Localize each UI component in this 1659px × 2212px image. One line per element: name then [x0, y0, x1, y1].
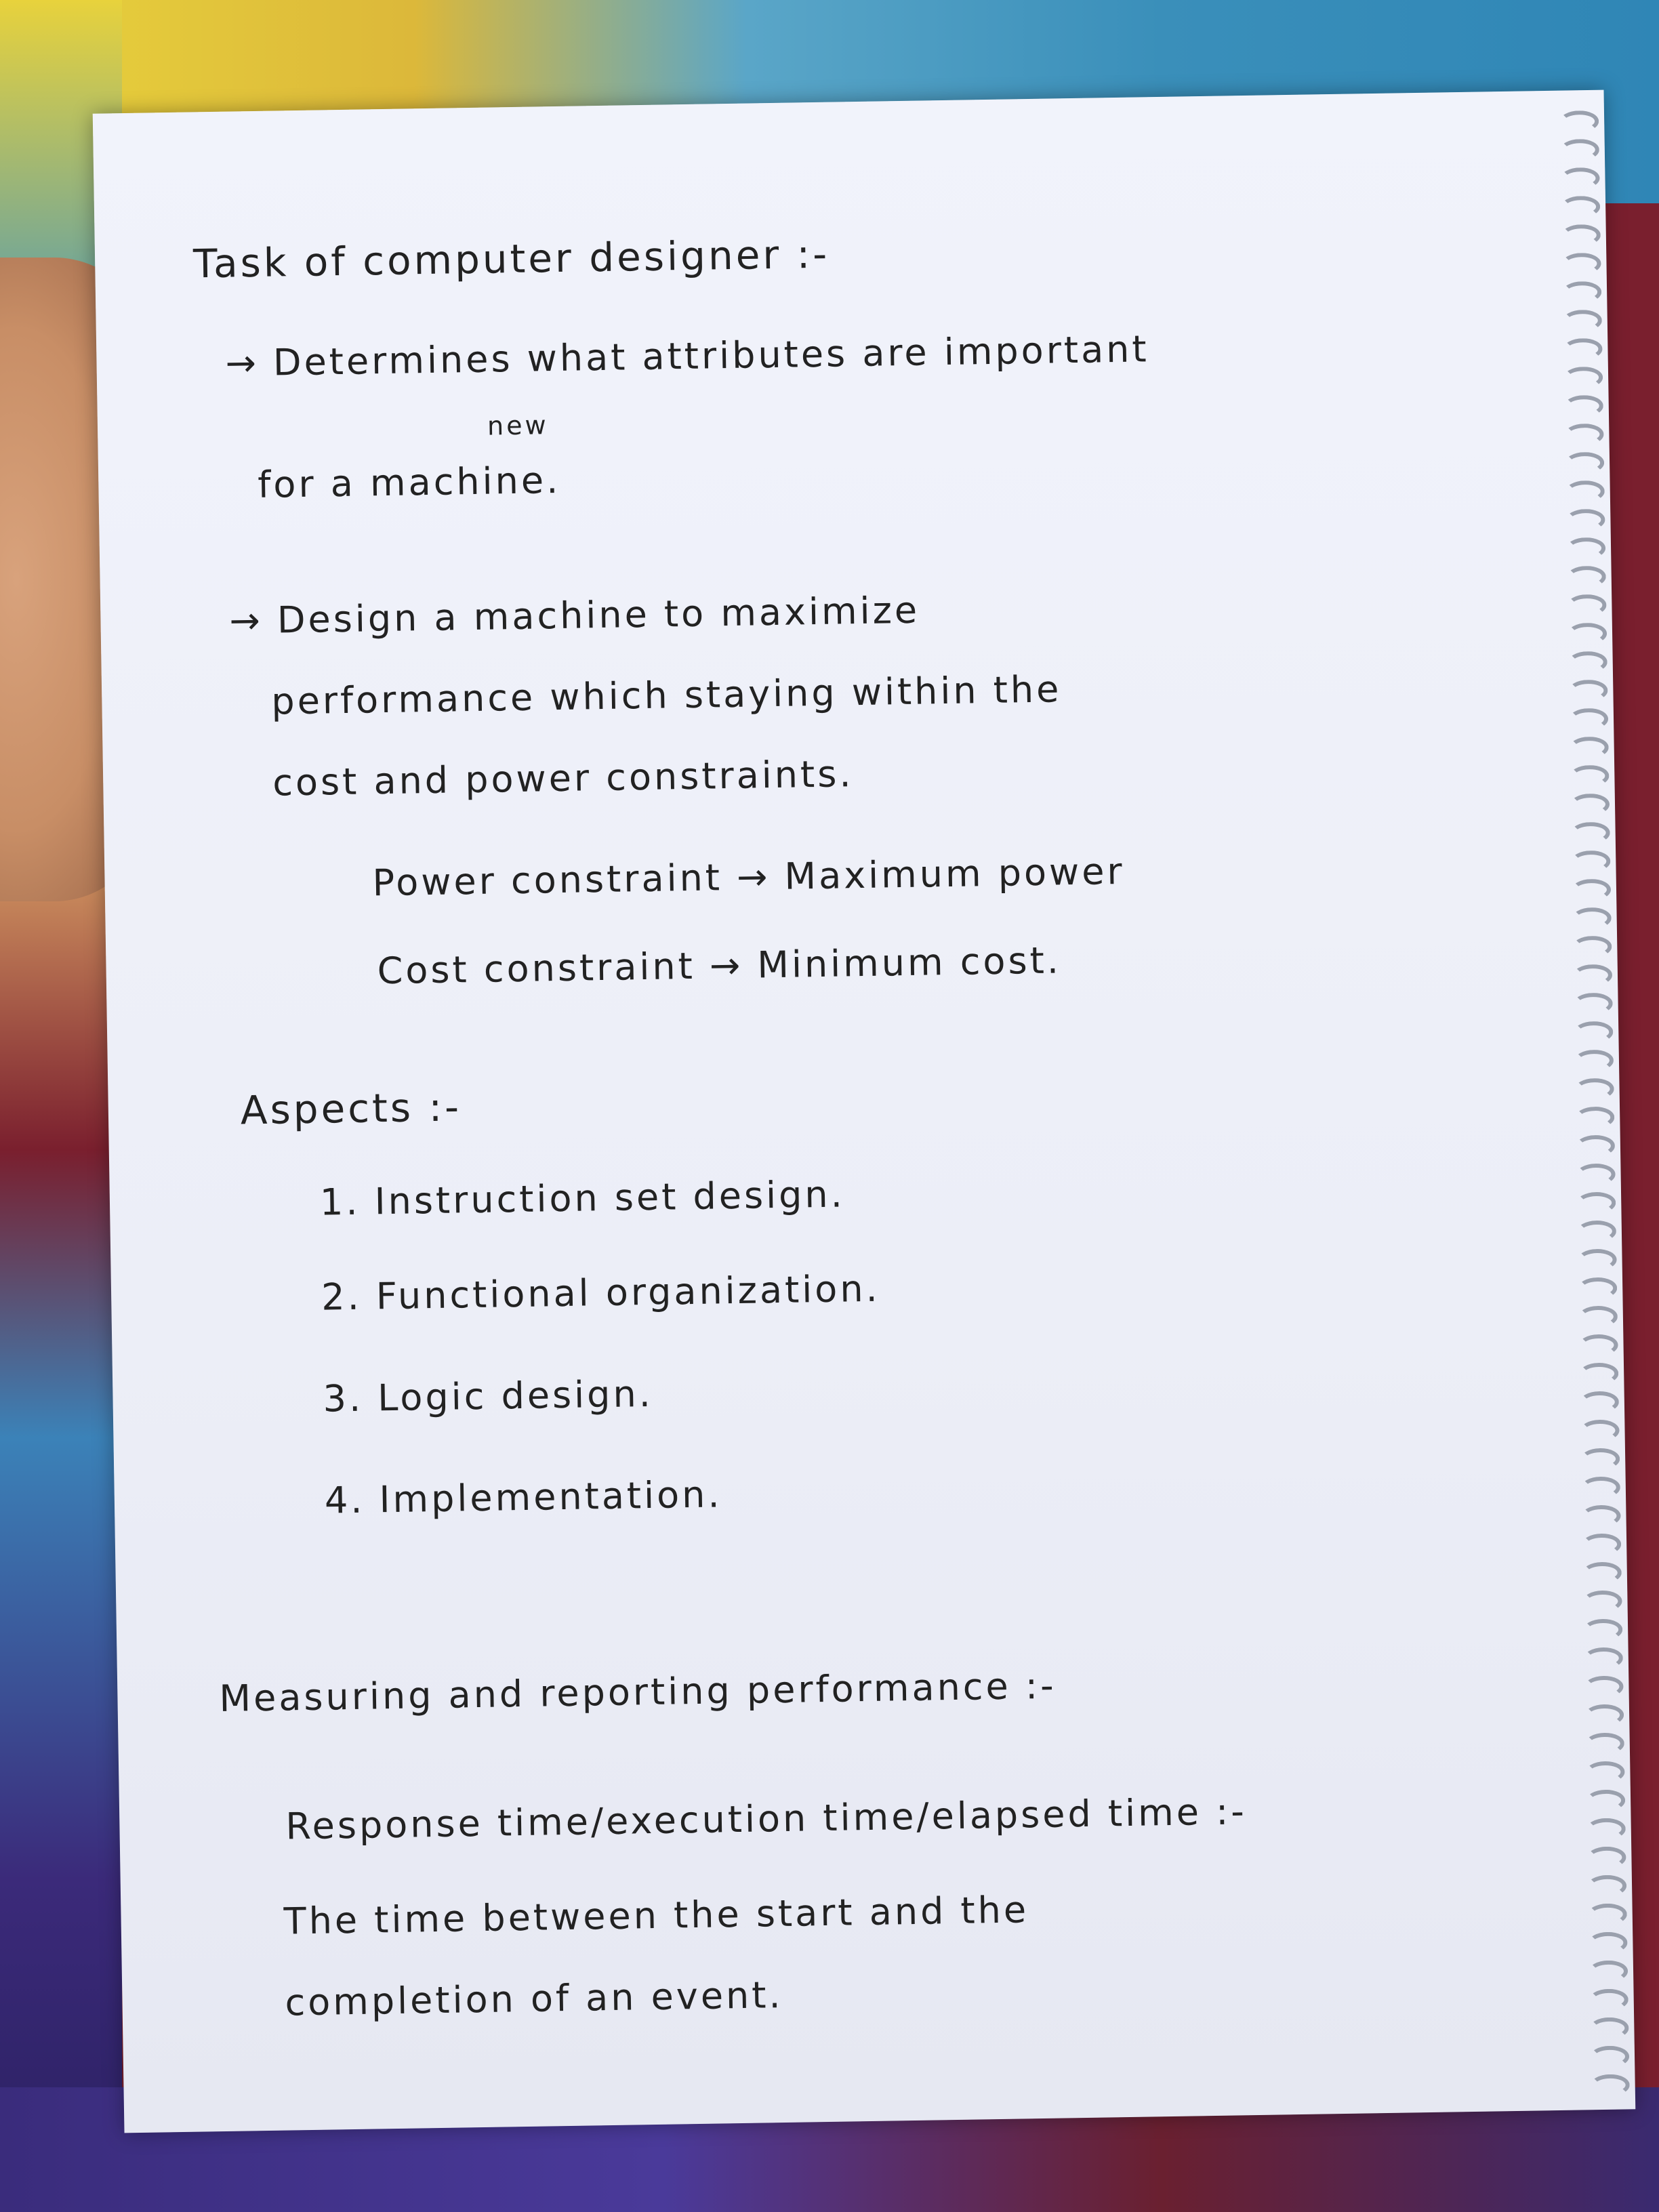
spiral-coil — [1587, 1875, 1626, 1897]
spiral-coil — [1575, 1107, 1614, 1129]
spiral-coil — [1561, 224, 1601, 247]
aspect-item-4: 4. Implementation. — [324, 1473, 722, 1522]
spiral-coil — [1589, 1960, 1628, 1982]
spiral-coil — [1562, 281, 1601, 304]
spiral-coil — [1565, 509, 1605, 531]
spiral-coil — [1576, 1164, 1615, 1186]
spiral-coil — [1559, 110, 1599, 133]
aspect-item-3: 3. Logic design. — [323, 1372, 654, 1420]
spiral-coil — [1576, 1135, 1615, 1158]
spiral-coil — [1587, 1903, 1626, 1925]
spiral-coil — [1567, 594, 1606, 617]
spiral-coil — [1583, 1619, 1622, 1641]
spiral-coil — [1582, 1562, 1622, 1584]
spiral-coil — [1581, 1505, 1620, 1528]
spiral-coil — [1572, 936, 1612, 958]
aspects-title: Aspects :- — [240, 1084, 462, 1134]
spiral-coil — [1570, 765, 1609, 787]
note-line-1: → Determines what attributes are important — [225, 327, 1150, 385]
spiral-coil — [1590, 2045, 1629, 2068]
spiral-coil — [1560, 139, 1599, 161]
spiral-coil — [1584, 1704, 1624, 1727]
insert-word: new — [487, 410, 549, 441]
spiral-coil — [1574, 1050, 1614, 1072]
spiral-coil — [1578, 1277, 1617, 1300]
spiral-coil — [1573, 964, 1612, 987]
spiral-coil — [1561, 253, 1601, 275]
spiral-coil — [1580, 1448, 1620, 1471]
spiral-coil — [1584, 1647, 1623, 1670]
spiral-coil — [1564, 395, 1603, 417]
spiral-coil — [1585, 1732, 1624, 1755]
spiral-coil — [1563, 338, 1602, 361]
spiral-coil — [1576, 1192, 1616, 1214]
note-line-6: Power constraint → Maximum power — [372, 849, 1126, 905]
spiral-coil — [1585, 1761, 1624, 1783]
spiral-coil — [1563, 367, 1603, 389]
spiral-coil — [1577, 1249, 1616, 1271]
spiral-coil — [1574, 1021, 1613, 1044]
spiral-coil — [1586, 1789, 1625, 1811]
spiral-coil — [1589, 2017, 1629, 2039]
notebook-page — [93, 90, 1636, 2133]
page-heading: Task of computer designer :- — [192, 230, 830, 287]
aspect-item-1: 1. Instruction set design. — [319, 1172, 846, 1224]
spiral-coil — [1560, 167, 1599, 190]
note-line-2: for a machine. — [257, 458, 561, 506]
spiral-coil — [1581, 1477, 1620, 1499]
spiral-coil — [1566, 537, 1605, 560]
spiral-coil — [1561, 196, 1600, 218]
spiral-coil — [1573, 993, 1612, 1015]
spiral-coil — [1563, 310, 1602, 332]
section2-subtitle: Response time/execution time/elapsed time :- — [285, 1790, 1248, 1848]
spiral-coil — [1582, 1534, 1621, 1556]
spiral-coil — [1579, 1363, 1618, 1385]
spiral-coil — [1582, 1591, 1622, 1613]
spiral-coil — [1566, 566, 1605, 588]
definition-line-1: The time between the start and the — [283, 1888, 1029, 1943]
spiral-coil — [1584, 1676, 1623, 1698]
spiral-coil — [1570, 822, 1610, 844]
spiral-coil — [1580, 1420, 1619, 1442]
spiral-coil — [1565, 452, 1604, 474]
spiral-coil — [1574, 1078, 1614, 1101]
spiral-coil — [1586, 1846, 1626, 1868]
spiral-coil — [1572, 907, 1611, 930]
spiral-coil — [1568, 651, 1607, 674]
spiral-coil — [1569, 737, 1608, 759]
spiral-coil — [1565, 480, 1605, 503]
spiral-coil — [1570, 794, 1610, 816]
definition-line-2: completion of an event. — [285, 1973, 784, 2024]
spiral-coil — [1571, 851, 1610, 873]
note-line-3: → Design a machine to maximize — [229, 588, 920, 642]
section2-title: Measuring and reporting performance :- — [218, 1664, 1057, 1721]
spiral-coil — [1564, 424, 1603, 446]
aspect-item-2: 2. Functional organization. — [321, 1267, 881, 1319]
spiral-coil — [1568, 623, 1607, 645]
note-line-7: Cost constraint → Minimum cost. — [377, 939, 1062, 993]
spiral-coil — [1569, 708, 1608, 731]
spiral-binding — [1556, 90, 1635, 2110]
spiral-coil — [1568, 680, 1607, 702]
spiral-coil — [1577, 1221, 1616, 1243]
spiral-coil — [1589, 1988, 1628, 2011]
spiral-coil — [1588, 1931, 1627, 1954]
spiral-coil — [1586, 1818, 1626, 1840]
note-line-5: cost and power constraints. — [272, 752, 854, 804]
spiral-coil — [1578, 1334, 1618, 1357]
note-line-4: performance which staying within the — [270, 668, 1062, 723]
spiral-coil — [1578, 1306, 1618, 1328]
spiral-coil — [1590, 2074, 1629, 2096]
spiral-coil — [1572, 879, 1611, 901]
spiral-coil — [1580, 1391, 1619, 1414]
